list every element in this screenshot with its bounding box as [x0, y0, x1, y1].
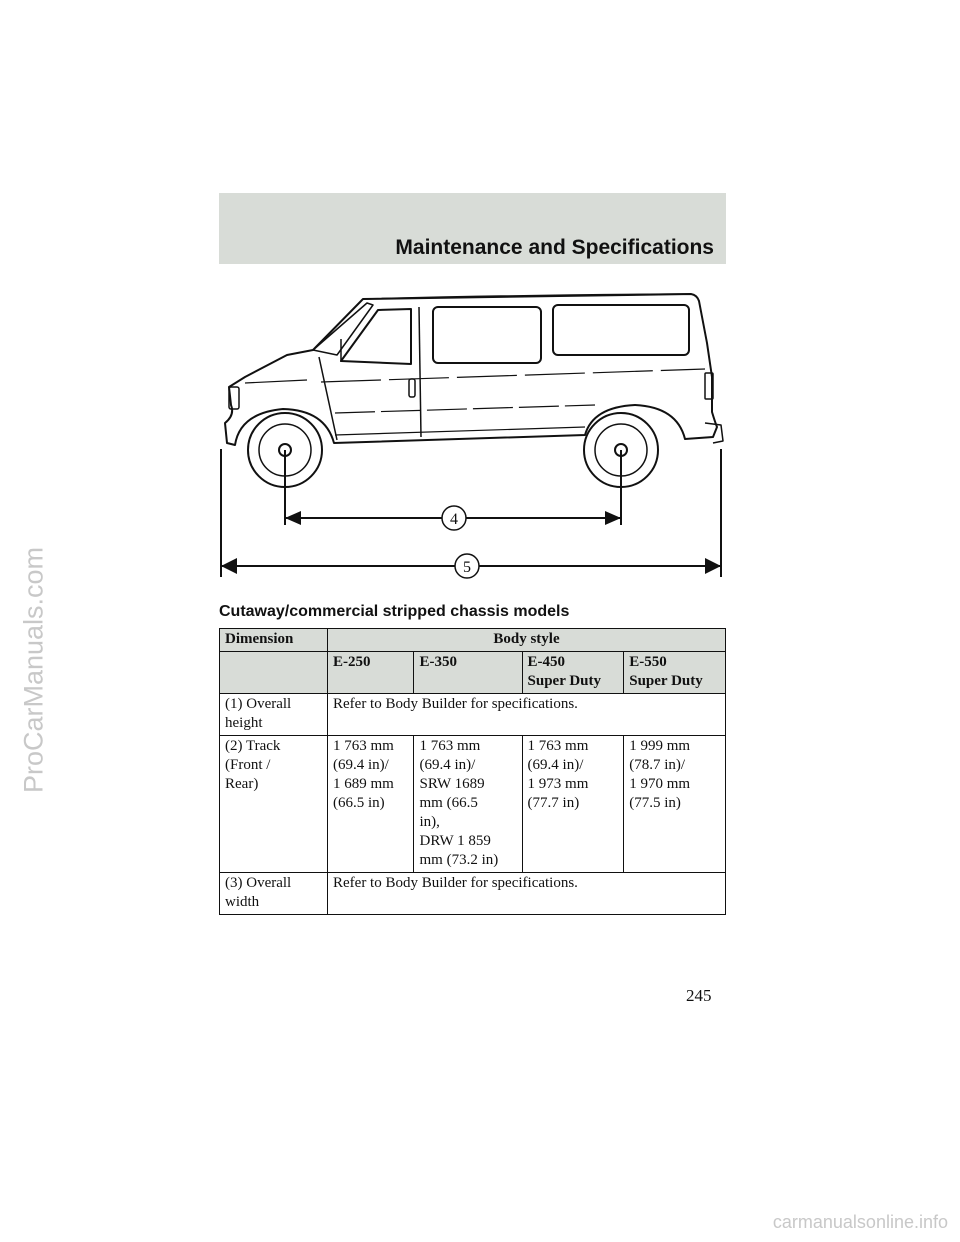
table-header-row: [220, 629, 726, 652]
side-window-2: [553, 305, 689, 355]
callout-4-label: 4: [450, 511, 458, 528]
overall-width-value: Refer to Body Builder for specifications.: [328, 873, 726, 915]
track-e350: 1 763 mm (69.4 in)/ SRW 1689 mm (66.5 in), DRW 1 859 mm (73.2 in): [414, 736, 522, 873]
table-row: [220, 736, 726, 873]
watermark-text: ProCarManuals.com: [18, 546, 49, 794]
track-e450: 1 763 mm (69.4 in)/ 1 973 mm (77.7 in): [522, 736, 624, 873]
callout-5-label: 5: [463, 559, 471, 576]
van-side-view-diagram: [215, 285, 727, 585]
track-e550: 1 999 mm (78.7 in)/ 1 970 mm (77.5 in): [624, 736, 726, 873]
row-label-overall-height: (1) Overall height: [220, 694, 328, 736]
specifications-table: [219, 628, 726, 915]
row-label-overall-width: (3) Overall width: [220, 873, 328, 915]
model-header-e550: E-550 Super Duty: [624, 652, 726, 694]
table-row: [220, 873, 726, 915]
side-window-1: [433, 307, 541, 363]
dimension-header-blank: [220, 652, 328, 694]
van-body: [225, 294, 717, 445]
model-header-e250: E-250: [328, 652, 414, 694]
dimension-header: Dimension: [220, 629, 328, 652]
section-header: [219, 193, 726, 264]
model-header-e450: E-450 Super Duty: [522, 652, 624, 694]
model-header-row: [220, 652, 726, 694]
body-style-header: Body style: [328, 629, 726, 652]
overall-height-value: Refer to Body Builder for specifications.: [328, 694, 726, 736]
callout-4: [442, 506, 466, 530]
callout-5: [455, 554, 479, 578]
watermark: [4, 500, 64, 840]
section-title: Maintenance and Specifications: [395, 236, 714, 259]
row-label-track: (2) Track (Front / Rear): [220, 736, 328, 873]
page-number: 245: [686, 986, 712, 1005]
track-e250: 1 763 mm (69.4 in)/ 1 689 mm (66.5 in): [328, 736, 414, 873]
model-header-e350: E-350: [414, 652, 522, 694]
footer-watermark: carmanualsonline.info: [772, 1212, 948, 1232]
table-row: [220, 694, 726, 736]
table-caption: Cutaway/commercial stripped chassis models: [219, 603, 570, 620]
